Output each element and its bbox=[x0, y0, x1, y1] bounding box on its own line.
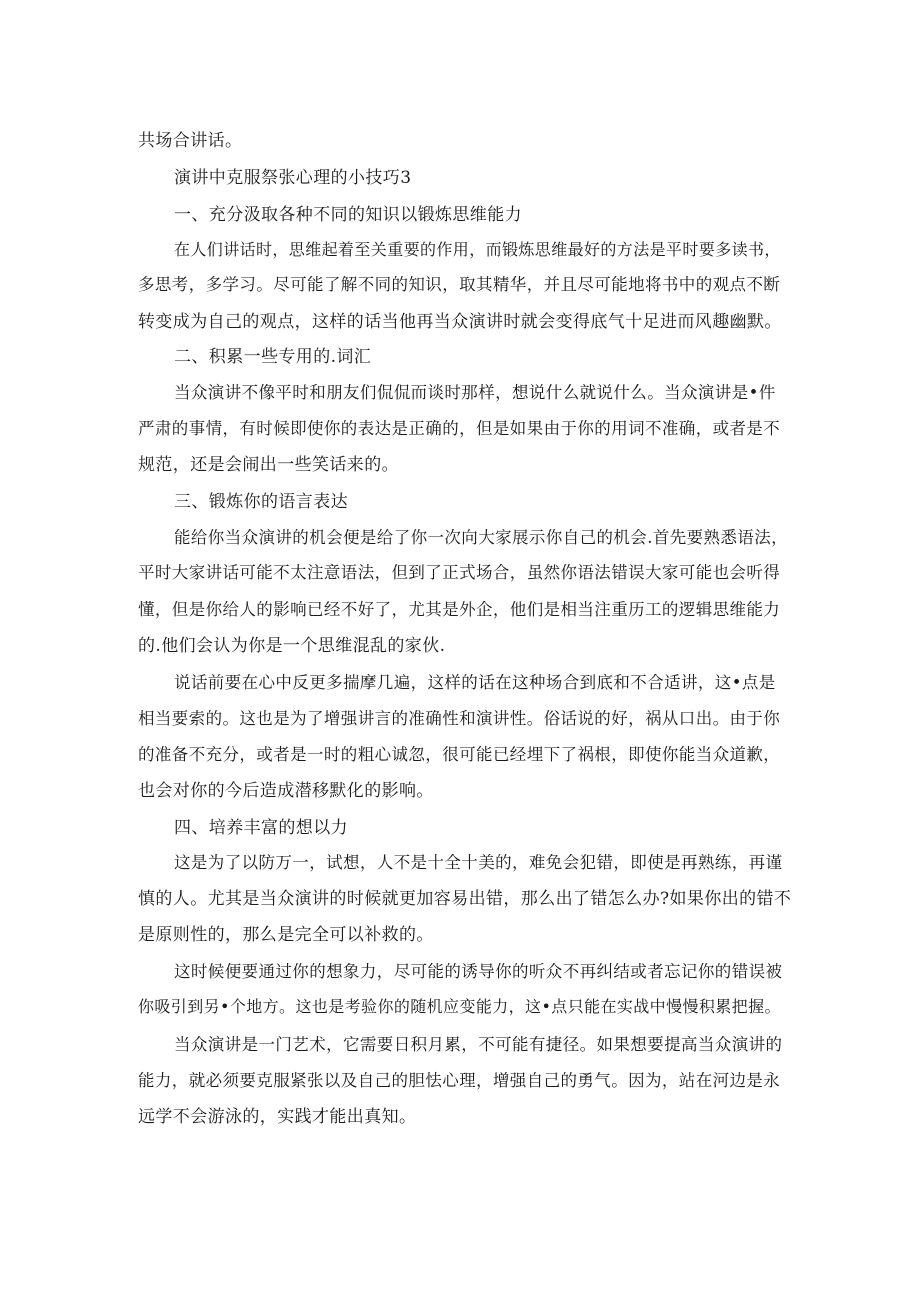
paragraph-line: 懂，但是你给人的影响已经不好了，尤其是外企，他们是相当注重历工的逻辑思维能力 bbox=[138, 600, 781, 619]
paragraph-line: 能给你当众演讲的机会便是给了你一次向大家展示你自己的机会.首先要熟悉语法， bbox=[174, 528, 789, 547]
item-3-heading: 三、锻炼你的语言表达 bbox=[174, 492, 348, 512]
paragraph-line: 的准备不充分，或者是一时的粗心诚忽，很可能已经埋下了祸根，即使你能当众道歉， bbox=[138, 745, 781, 764]
paragraph-line: 当众演讲不像平时和朋友们侃侃而谈时那样，想说什么就说什么。当众演讲是•件 bbox=[174, 383, 776, 402]
paragraph-line: 平时大家讲话可能不太注意语法，但到了正式场合，虽然你语法错误大家可能也会听得 bbox=[138, 563, 781, 582]
paragraph-line: 在人们讲话时，思维起着至关重要的作用，而锻炼思维最好的方法是平时要多读书， bbox=[174, 240, 781, 259]
paragraph-line: 多思考，多学习。尽可能了解不同的知识，取其精华，并且尽可能地将书中的观点不断 bbox=[138, 275, 781, 294]
section-title: 演讲中克服祭张心理的小技巧3 bbox=[174, 168, 412, 188]
paragraph-line: 的.他们会认为你是一个思维混乱的家伙. bbox=[138, 636, 446, 656]
item-2-heading: 二、积累一些专用的.词汇 bbox=[174, 347, 372, 367]
paragraph-line: 能力，就必须要克服紧张以及自己的胆怯心理，增强自己的勇气。因为，站在河边是永 bbox=[138, 1071, 781, 1090]
paragraph-line: 这时候便要通过你的想象力，尽可能的诱导你的听众不再纠结或者忘记你的错误被 bbox=[174, 962, 783, 981]
paragraph-line: 远学不会游泳的，实践才能出真知。 bbox=[138, 1107, 417, 1127]
paragraph-line: 转变成为自己的观点，这样的话当他再当众演讲时就会变得底气十足进而风趣幽默。 bbox=[138, 312, 782, 332]
paragraph-line: 你吸引到另•个地方。这也是考验你的随机应变能力，这•点只能在实战中慢慢积累把握。 bbox=[138, 997, 781, 1016]
paragraph-line: 相当要索的。这也是为了增强讲言的准确性和演讲性。俗话说的好，祸从口出。由于你 bbox=[138, 709, 781, 728]
paragraph-line: 当众演讲是一门艺术，它需要日积月累，不可能有捷径。如果想要提高当众演讲的 bbox=[174, 1035, 783, 1054]
intro-tail: 共场合讲话。 bbox=[138, 131, 243, 151]
item-1-heading: 一、充分汲取各种不同的知识以锻炼思维能力 bbox=[174, 205, 522, 225]
paragraph-line: 严肃的事情，有时候即使你的表达是正确的，但是如果由于你的用词不准确，或者是不 bbox=[138, 419, 781, 438]
paragraph-line: 也会对你的今后造成潜移默化的影响。 bbox=[138, 781, 434, 801]
paragraph-line: 是原则性的，那么是完全可以补救的。 bbox=[138, 925, 434, 945]
paragraph-line: 规范，还是会闹出一些笑话来的。 bbox=[138, 455, 399, 475]
paragraph-line: 慎的人。尤其是当众演讲的时候就更加容易出错，那么出了错怎么办?如果你出的错不 bbox=[138, 889, 792, 909]
paragraph-line: 这是为了以防万一，试想，人不是十全十美的，难免会犯错，即使是再熟练，再谨 bbox=[174, 853, 783, 872]
paragraph-line: 说话前要在心中反更多揣摩几遍，这样的话在这种场合到底和不合适讲，这•点是 bbox=[174, 673, 776, 692]
item-4-heading: 四、培养丰富的想以力 bbox=[174, 818, 348, 838]
